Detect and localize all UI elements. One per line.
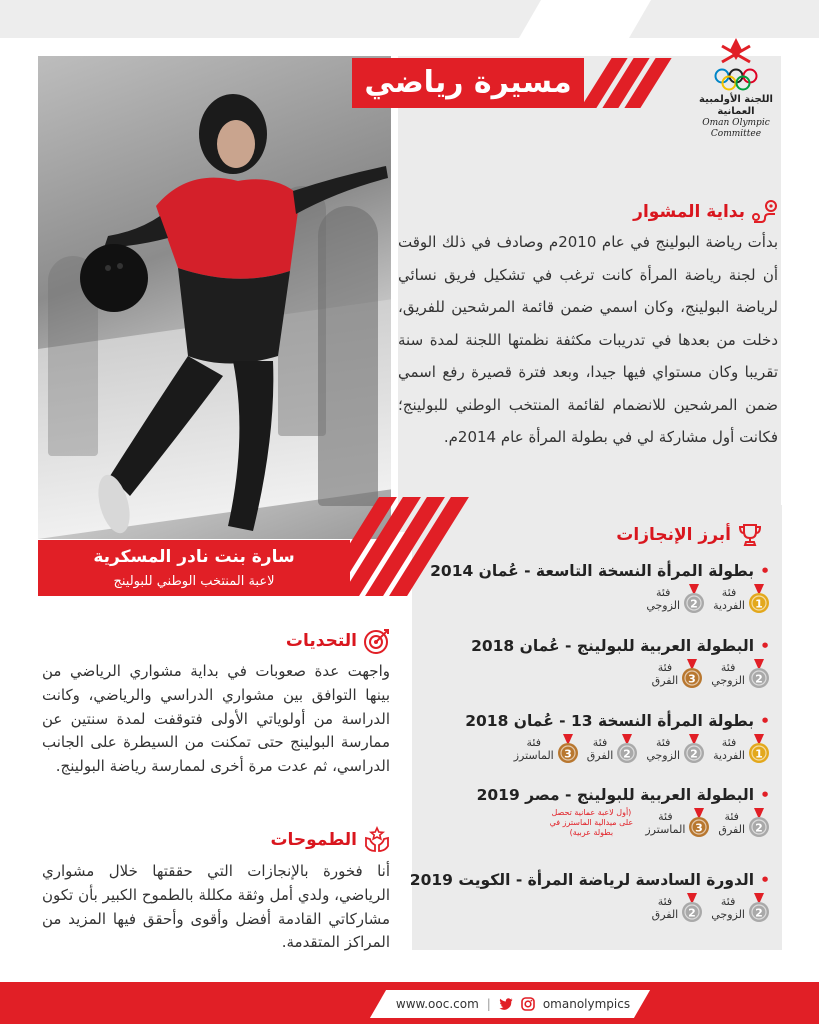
category-word: فئة	[526, 736, 541, 749]
bullet-icon: •	[760, 562, 770, 580]
silver-medal-icon	[616, 734, 638, 764]
trophy-icon	[737, 522, 763, 548]
achievements-heading	[616, 522, 763, 548]
category-name: الفرق	[718, 823, 745, 836]
medal-label	[711, 661, 745, 687]
achievement-title-text: الدورة السادسة لرياضة المرأة - الكويت 2019	[409, 871, 755, 889]
achievement-item	[410, 871, 770, 923]
challenges-title: التحديات	[285, 631, 357, 651]
achievement-title-text: البطولة العربية للبولينج - مصر 2019	[476, 786, 755, 804]
silver-medal-icon	[681, 893, 703, 923]
medal-label	[652, 661, 679, 687]
bronze-medal-icon	[557, 734, 579, 764]
achievement-title-text: بطولة المرأة النسخة 13 - عُمان 2018	[465, 712, 755, 730]
category-name: الفرق	[586, 749, 614, 762]
medal-rank: 2	[690, 747, 698, 761]
medal-label	[645, 810, 685, 836]
beginning-title: بداية المشوار	[633, 202, 745, 222]
medal-silver	[646, 584, 705, 614]
medal-bronze	[645, 808, 710, 838]
bronze-medal-icon	[688, 808, 710, 838]
achievement-title	[430, 562, 770, 580]
medal-label	[718, 810, 745, 836]
logo-arabic-text: اللجنة الأولمبية العمانية	[699, 94, 773, 117]
medal-label	[652, 895, 679, 921]
achievements-title: أبرز الإنجازات	[616, 525, 731, 545]
gold-medal-icon	[748, 584, 770, 614]
medal-silver	[652, 893, 704, 923]
medal-bronze	[514, 734, 579, 764]
logo-english-text: Oman Olympic Committee	[702, 118, 770, 139]
medal-silver	[646, 734, 705, 764]
category-word: فئة	[657, 895, 673, 908]
bullet-icon: •	[760, 712, 770, 730]
medal-row	[477, 808, 770, 838]
category-word: فئة	[721, 736, 737, 749]
achievement-item	[477, 786, 770, 838]
medal-label	[713, 586, 745, 612]
medal-label	[713, 736, 745, 762]
athlete-name: سارة بنت نادر المسكرية	[93, 547, 295, 567]
achievement-item	[465, 712, 770, 764]
achievement-title	[471, 637, 770, 655]
route-map-icon	[751, 198, 779, 226]
category-name: الفرق	[651, 908, 679, 921]
beginning-heading	[633, 198, 779, 226]
silver-medal-icon	[748, 893, 770, 923]
achievement-title	[465, 712, 770, 730]
medal-silver	[718, 808, 770, 838]
medal-label	[711, 895, 745, 921]
medal-rank: 2	[755, 672, 763, 686]
category-name: الزوجي	[711, 674, 745, 687]
medal-silver	[711, 893, 770, 923]
category-name: الزوجي	[646, 599, 681, 612]
olympic-emblem-icon	[706, 36, 766, 94]
achievement-note: (أول لاعبة عمانية تحصل على ميدالية الماسترز في بطولة عربية)	[549, 808, 634, 837]
category-word: فئة	[720, 661, 736, 674]
medal-label	[587, 736, 614, 762]
medal-rank: 1	[755, 747, 763, 761]
footer-separator: |	[486, 997, 491, 1011]
category-word: فئة	[658, 810, 673, 823]
silver-medal-icon	[683, 734, 705, 764]
category-word: فئة	[721, 586, 737, 599]
page-title: مسيرة رياضي	[364, 65, 572, 100]
category-name: الفرق	[651, 674, 679, 687]
medal-silver	[587, 734, 639, 764]
social-handle[interactable]: omanolympics	[542, 997, 631, 1011]
footer-content	[388, 990, 638, 1018]
challenges-text: واجهت عدة صعوبات في بداية مشواري الرياضي من بينها التوافق بين مشواري الدراسي والرياضي، وكانت الدراسة من أولوياتي الأولى فتوقفت لمدة سنتين عن ممارسة البولينج حتى تمكنت من السيطرة على الجانب الدراسي، ثم عدت مرة أخرى لممارسة رياضة البولينج.	[42, 662, 390, 776]
website-link[interactable]: www.ooc.com	[395, 997, 479, 1011]
medal-gold	[713, 584, 770, 614]
bullet-icon: •	[760, 786, 770, 804]
medal-bronze	[652, 659, 704, 689]
medal-label	[646, 736, 680, 762]
category-word: فئة	[724, 810, 739, 823]
category-name: الفردية	[713, 749, 745, 762]
silver-medal-icon	[748, 659, 770, 689]
medal-rank: 3	[695, 821, 704, 835]
medal-rank: 2	[688, 906, 697, 920]
athlete-role: لاعبة المنتخب الوطني للبولينج	[113, 574, 275, 589]
category-word: فئة	[592, 736, 608, 749]
bronze-medal-icon	[681, 659, 703, 689]
medal-label	[646, 586, 680, 612]
medal-rank: 2	[623, 747, 632, 761]
challenges-heading	[286, 627, 391, 655]
category-name: الزوجي	[646, 749, 681, 762]
achievement-title	[410, 871, 770, 889]
bullet-icon: •	[760, 871, 770, 889]
medal-gold	[713, 734, 770, 764]
category-word: فئة	[657, 661, 673, 674]
athlete-photo	[38, 56, 391, 539]
medal-rank: 2	[690, 597, 698, 611]
medal-row	[465, 734, 770, 764]
instagram-icon[interactable]	[521, 997, 535, 1011]
category-word: فئة	[655, 586, 671, 599]
medal-rank: 3	[688, 672, 697, 686]
title-ribbon	[352, 58, 584, 108]
medal-label	[514, 736, 554, 762]
beginning-text: بدأت رياضة البولينج في عام 2010م وصادف في ذلك الوقت أن لجنة رياضة المرأة كانت ترغب في تشكيل فريق نسائي لرياضة البولينج، وكان اسمي ضمن قائمة المرشحين للفريق، دخلت من بعدها في تدريبات مكثفة نظمتها اللجنة لمدة سنة تقريبا وكان مستواي فيها جيدا، وبعد فترة قصيرة رفع اسمي ضمن المرشحين للانضمام لقائمة المنتخب الوطني للبولينج؛ فكانت أول مشاركة لي في بطولة المرأة عام 2014م.	[398, 233, 778, 446]
medal-row	[471, 659, 770, 689]
achievement-title-text: البطولة العربية للبولينج - عُمان 2018	[471, 637, 755, 655]
hands-star-icon	[363, 826, 391, 854]
gold-medal-icon	[748, 734, 770, 764]
medal-silver	[711, 659, 770, 689]
medal-rank: 2	[755, 821, 763, 835]
target-icon	[363, 627, 391, 655]
achievement-title	[477, 786, 770, 804]
ambitions-title: الطموحات	[270, 830, 357, 850]
twitter-icon[interactable]	[499, 998, 513, 1010]
silver-medal-icon	[748, 808, 770, 838]
medal-row	[410, 893, 770, 923]
category-word: فئة	[655, 736, 671, 749]
category-name: الماسترز	[513, 749, 554, 762]
medal-rank: 3	[563, 747, 572, 761]
category-name: الماسترز	[645, 823, 686, 836]
category-word: فئة	[720, 895, 736, 908]
bullet-icon: •	[760, 637, 770, 655]
medal-rank: 1	[755, 597, 763, 611]
ambitions-text: أنا فخورة بالإنجازات التي حققتها خلال مشواري الرياضي، ولدي أمل وثقة مكللة بالطموح الكبير بأن تكون مشاركاتي القادمة أفضل وأقوى وأحقق فيها المزيد من المراكز المتقدمة.	[42, 862, 390, 952]
silver-medal-icon	[683, 584, 705, 614]
category-name: الزوجي	[711, 908, 745, 921]
medal-row	[430, 584, 770, 614]
achievement-item	[471, 637, 770, 689]
ambitions-heading	[270, 826, 391, 854]
category-name: الفردية	[713, 599, 745, 612]
athlete-name-box	[38, 540, 350, 596]
achievement-title-text: بطولة المرأة النسخة التاسعة - عُمان 2014	[430, 562, 755, 580]
ooc-logo	[690, 36, 782, 139]
medal-rank: 2	[755, 906, 763, 920]
top-band	[0, 0, 819, 38]
achievement-item	[430, 562, 770, 614]
